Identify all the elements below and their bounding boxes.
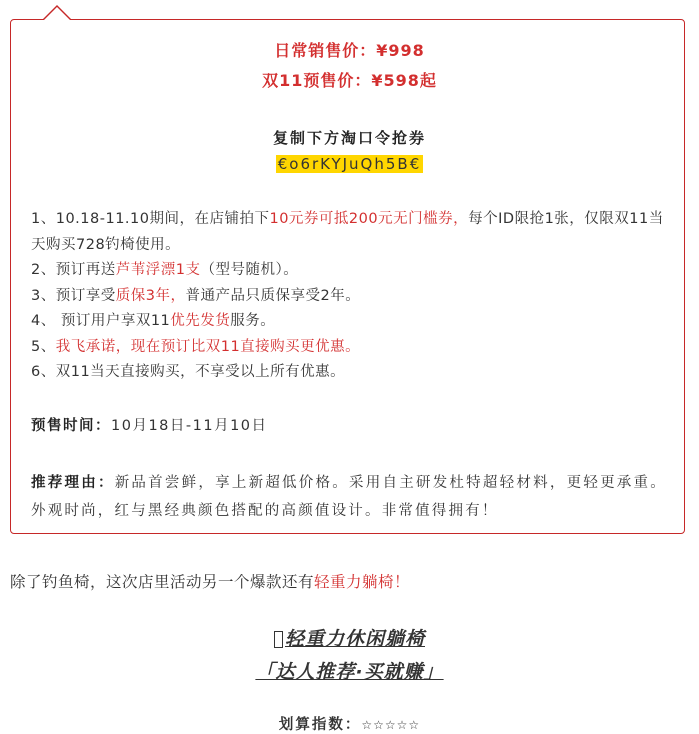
presale-time-label: 预售时间：: [31, 418, 111, 434]
section-subtitle: 「达人推荐·买就赚」: [255, 661, 444, 683]
recliner-highlight: 轻重力躺椅！: [314, 573, 411, 591]
rule-item: 5、我飞承诺，现在预订比双11直接购买更优惠。: [31, 338, 361, 355]
rating-label: 划算指数：: [278, 717, 362, 733]
presale-time: [31, 414, 667, 440]
section-title: 轻重力休闲躺椅: [0, 624, 699, 651]
presale-time-value: 10月18日-11月10日: [111, 418, 268, 434]
rule-item: 4、 预订用户享双11优先发货服务。: [31, 313, 276, 329]
taobao-code[interactable]: €o6rKYJuQh5B€: [277, 155, 422, 173]
rule-item: 1、10.18-11.10期间，在店铺拍下10元券可抵200元无门槛券，每个ID限抢1张，仅限双11当天购买728钓椅使用。: [31, 211, 664, 253]
rule-item: 2、预订再送芦苇浮漂1支（型号随机）。: [31, 262, 299, 278]
copy-code-title: 复制下方淘口令抢券: [272, 129, 426, 147]
rules-list: [31, 207, 667, 386]
rule-item: 3、预订享受质保3年，普通产品只质保享受2年。: [31, 287, 361, 304]
reason-text: 新品首尝鲜，享上新超低价格。采用自主研发杜特超轻材料，更轻更承重。外观时尚，红与黑经典颜色搭配的高颜值设计。非常值得拥有！: [31, 475, 667, 519]
presale-price: 双11预售价：¥598起: [262, 71, 437, 90]
recommend-reason: [31, 469, 667, 525]
star-rating-icon: ☆☆☆☆☆: [361, 718, 421, 732]
rule-item: 6、双11当天直接购买，不享受以上所有优惠。: [31, 364, 346, 380]
missing-glyph-icon: [274, 631, 283, 648]
value-rating: [0, 713, 699, 734]
daily-price: 日常销售价：¥998: [274, 41, 425, 60]
intro-line: 除了钓鱼椅，这次店里活动另一个爆款还有轻重力躺椅！: [10, 573, 411, 591]
reason-label: 推荐理由：: [31, 475, 115, 491]
